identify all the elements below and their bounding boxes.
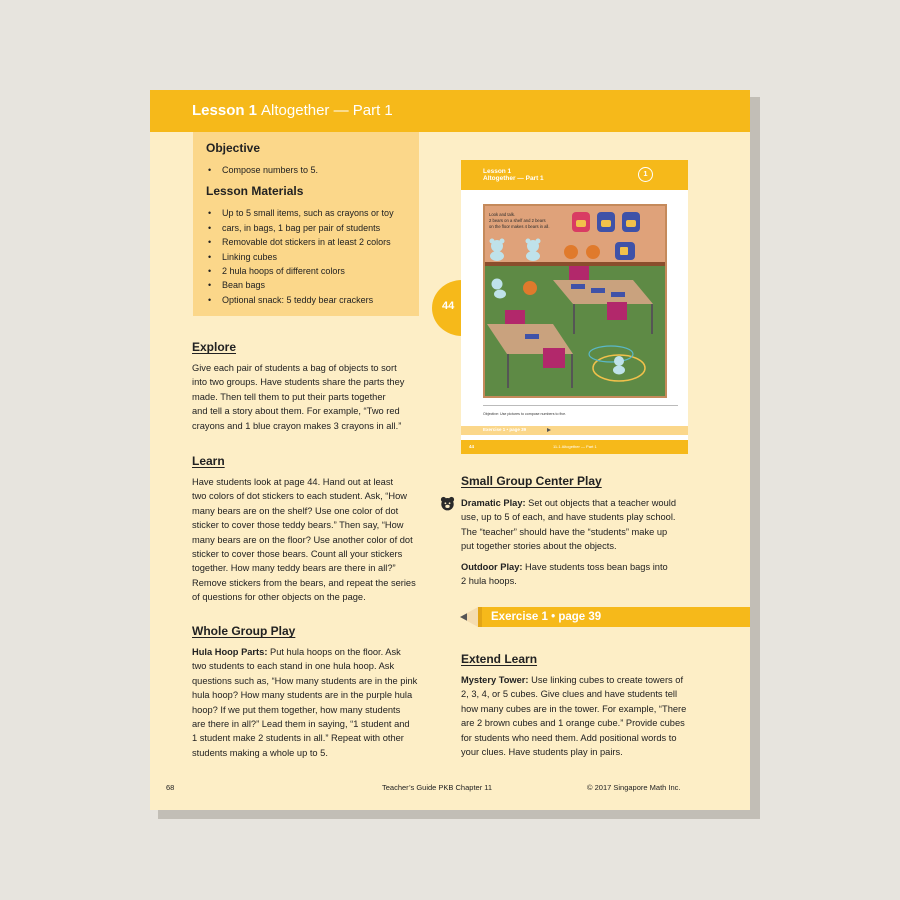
chair [607, 302, 627, 320]
thumbnail-exercise-bar [461, 426, 688, 435]
text-line: students making a whole up to 5. [192, 747, 328, 758]
prompt-line: on the floor makes 4 bears in all. [489, 224, 550, 229]
materials-item-continued: • cars, in bags, 1 bag per pair of students [206, 221, 419, 235]
basketball-icon [523, 281, 537, 295]
lesson-title [192, 102, 393, 119]
text-line: questions such as, “How many students are in the pink [192, 675, 418, 686]
thumbnail-pencil-tip [547, 428, 551, 432]
bear-head-icon [440, 496, 455, 511]
thumbnail-header [461, 160, 688, 190]
footer-copyright: © 2017 Singapore Math Inc. [587, 783, 681, 792]
text-line: made. Then tell them to put their parts together [192, 391, 386, 402]
materials-item: • Bean bags [206, 278, 419, 292]
lesson-number: Lesson 1 [192, 102, 258, 119]
whole-group-heading: Whole Group Play [192, 624, 296, 638]
text-line: into two groups. Have students share the parts they [192, 377, 405, 388]
backpack-icon [572, 212, 590, 232]
materials-item: • Removable dot stickers in at least 2 colors [206, 235, 419, 249]
classroom-illustration [483, 204, 667, 398]
objective-heading: Objective [206, 141, 261, 155]
thumbnail-title: Altogether — Part 1 [483, 175, 544, 182]
text-line: and tell a story about them. For example, “Two red [192, 406, 400, 417]
text-line: many bears are on the floor? Use another color of dot [192, 534, 413, 545]
text-line: are there in all?” Lead them in saying, “1 student and [192, 719, 410, 730]
thumbnail-objective: Objective: Use pictures to compose numbers to five. [483, 412, 567, 416]
text-line [461, 496, 676, 510]
text-line [461, 673, 686, 687]
thumbnail-chapter: 11-1 Altogether — Part 1 [553, 444, 597, 449]
thumbnail-number: 1 [638, 167, 653, 182]
materials-heading: Lesson Materials [206, 184, 304, 199]
chair [569, 266, 589, 280]
book [571, 284, 585, 289]
extend-text [461, 673, 686, 759]
backpack-icon [597, 212, 615, 232]
text-line: Have students look at page 44. Hand out at least [192, 477, 394, 487]
exercise-banner-label: Exercise 1 • page 39 [491, 611, 602, 623]
text-line: crayons and 1 blue crayon makes 3 crayons in all.” [192, 420, 402, 431]
page-number-badge-text: 44 [442, 300, 455, 312]
mystery-tower-first-line: Use linking cubes to create towers of [528, 675, 684, 685]
text-line: together. How many teddy bears are there in all?” [192, 563, 396, 574]
whole-group-text [192, 645, 417, 760]
text-line: sticker to cover those teddy bears.” Then say, “How [192, 520, 404, 531]
text-line: many bears are on the shelf? Use one color of dot [192, 505, 399, 516]
book [591, 288, 605, 293]
outdoor-play-first-line: Have students toss bean bags into [522, 561, 668, 572]
text-line: hoop? If we put them together, how many students [192, 704, 401, 715]
text-line: 2, 3, 4, or 5 cubes. Give clues and have students tell [461, 689, 678, 700]
small-group-heading: Small Group Center Play [461, 474, 602, 488]
dramatic-play-lead: Dramatic Play: [461, 498, 526, 508]
text-line: 1 student make 2 students in all.” Repeat with other [192, 733, 404, 744]
materials-item: • Linking cubes [206, 250, 419, 264]
basketball-icon [564, 245, 578, 259]
text-line: 2 hula hoops. [461, 576, 517, 587]
text-line: for students who need them. Add positional words to [461, 732, 677, 743]
footer-guide: Teacher’s Guide PKB Chapter 11 [382, 783, 493, 792]
text-line: hula hoop? How many students are in the purple hula [192, 690, 413, 701]
explore-heading: Explore [192, 340, 237, 354]
materials-item: • Up to 5 small items, such as crayons or toy [206, 206, 419, 220]
small-group-text [461, 496, 676, 588]
text-line: of questions for other objects on the page. [192, 592, 366, 603]
lesson-subtitle: Altogether — Part 1 [261, 102, 393, 119]
student-page-thumbnail [461, 160, 688, 454]
thumbnail-page-number: 44 [469, 444, 475, 449]
lesson-header [150, 90, 750, 132]
mystery-tower-lead: Mystery Tower: [461, 675, 529, 685]
text-line: your clues. Have students play in pairs. [461, 747, 623, 758]
materials-list [206, 206, 419, 307]
text-line: are 2 brown cubes and 1 orange cube.” Provide cubes [461, 718, 685, 729]
chair [543, 348, 565, 368]
objective-box [193, 132, 419, 316]
text-line [461, 560, 676, 574]
thumbnail-rule [483, 405, 678, 406]
text-line: how many cubes are in the tower. For example, “There [461, 703, 687, 714]
text-line: The “teacher” should have the “students” make up [461, 526, 668, 537]
text-line: Give each pair of students a bag of objects to sort [192, 363, 397, 373]
explore-text [192, 361, 404, 433]
dramatic-play-first-line: Set out objects that a teacher would [525, 498, 676, 508]
backpack-icon [615, 242, 635, 260]
book [611, 292, 625, 297]
thumbnail-exercise-label: Exercise 1 • page 39 [483, 427, 527, 432]
prompt-line: Look and talk. [489, 212, 516, 217]
text-line: sticker to cover those bears. Count all your stickers [192, 549, 403, 560]
text-line: use, up to 5 of each, and have students play school. [461, 512, 676, 523]
materials-item: • Optional snack: 5 teddy bear crackers [206, 293, 419, 307]
learn-text [192, 475, 416, 605]
text-line: two colors of dot stickers to each student. Ask, “How [192, 491, 407, 502]
text-line: two students to each stand in one hula hoop. Ask [192, 661, 395, 672]
hula-hoop-lead: Hula Hoop Parts: [192, 647, 268, 657]
hula-hoop-first-line: Put hula hoops on the floor. Ask [267, 647, 401, 657]
outdoor-play-lead: Outdoor Play: [461, 561, 523, 572]
extend-heading: Extend Learn [461, 652, 538, 666]
learn-heading: Learn [192, 454, 225, 468]
thumbnail-footer [461, 440, 688, 454]
thumbnail-lesson: Lesson 1 [483, 168, 512, 175]
text-line [192, 645, 417, 659]
prompt-line: 2 bears on a shelf and 2 bears [489, 218, 546, 223]
book [525, 334, 539, 339]
objective-list [206, 163, 419, 177]
materials-item: • 2 hula hoops of different colors [206, 264, 419, 278]
textbook-page [150, 90, 750, 810]
basketball-icon [586, 245, 600, 259]
text-line: Remove stickers from the bears, and repeat the series [192, 577, 416, 588]
chair [505, 310, 525, 324]
objective-item: • Compose numbers to 5. [206, 163, 419, 177]
backpack-icon [622, 212, 640, 232]
shelf [485, 262, 665, 266]
text-line: put together stories about the objects. [461, 541, 617, 552]
footer-page-number: 68 [166, 783, 175, 792]
